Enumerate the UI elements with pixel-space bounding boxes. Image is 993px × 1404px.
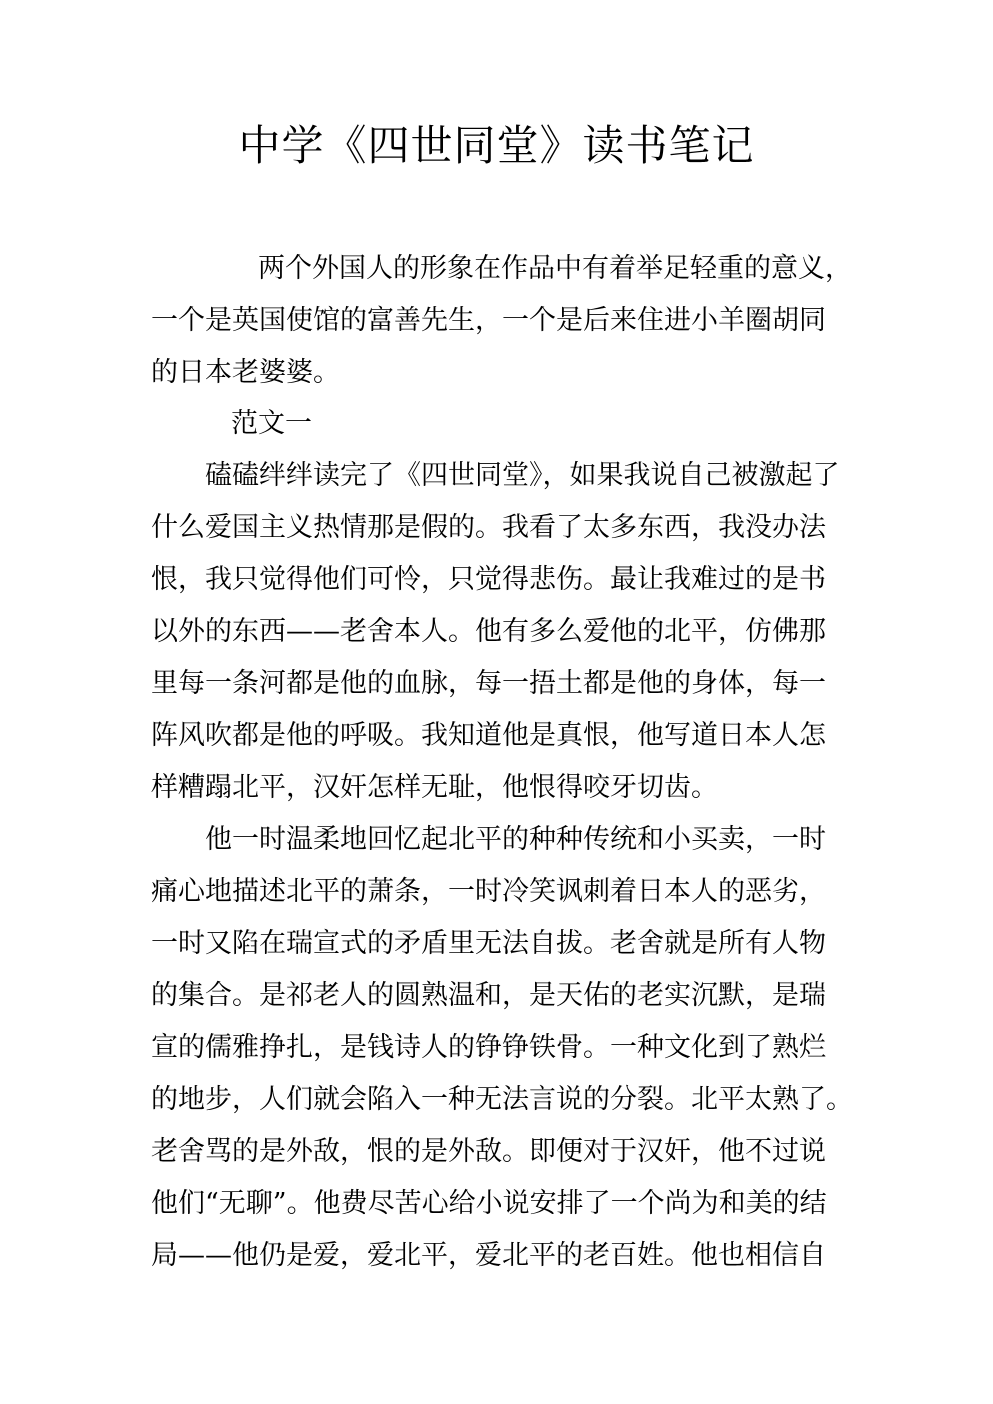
paragraph-line: 阵风吹都是他的呼吸。我知道他是真恨，他写道日本人怎 <box>151 720 826 751</box>
paragraph-line: 以外的东西——老舍本人。他有多么爱他的北平，仿佛那 <box>151 616 826 647</box>
paragraph-line: 的日本老婆婆。 <box>151 357 340 388</box>
paragraph-line: 样糟蹋北平，汉奸怎样无耻，他恨得咬牙切齿。 <box>151 772 718 803</box>
paragraph-line: 一时又陷在瑞宣式的矛盾里无法自拔。老舍就是所有人物 <box>151 928 826 959</box>
paragraph-line: 的地步，人们就会陷入一种无法言说的分裂。北平太熟了。 <box>151 1084 853 1115</box>
paragraph-line: 磕磕绊绊读完了《四世同堂》，如果我说自己被激起了 <box>205 460 840 491</box>
paragraph-line: 一个是英国使馆的富善先生，一个是后来住进小羊圈胡同 <box>151 305 826 336</box>
paragraph-line: 什么爱国主义热情那是假的。我看了太多东西，我没办法 <box>151 512 826 543</box>
paragraph-line: 局——他仍是爱，爱北平，爱北平的老百姓。他也相信自 <box>151 1240 826 1271</box>
paragraph-line: 宣的儒雅挣扎，是钱诗人的铮铮铁骨。一种文化到了熟烂 <box>151 1032 826 1063</box>
paragraph-line: 的集合。是祁老人的圆熟温和，是天佑的老实沉默，是瑞 <box>151 980 826 1011</box>
paragraph-line: 恨，我只觉得他们可怜，只觉得悲伤。最让我难过的是书 <box>151 564 826 595</box>
section-heading: 范文一 <box>231 408 312 439</box>
paragraph-line: 两个外国人的形象在作品中有着举足轻重的意义， <box>258 253 852 284</box>
paragraph-line: 他一时温柔地回忆起北平的种种传统和小买卖，一时 <box>205 824 826 855</box>
paragraph-line: 老舍骂的是外敌，恨的是外敌。即便对于汉奸，他不过说 <box>151 1136 826 1167</box>
page-title: 中学《四世同堂》读书笔记 <box>238 121 755 170</box>
paragraph-line: 痛心地描述北平的萧条，一时冷笑讽刺着日本人的恶劣， <box>151 876 826 907</box>
paragraph-line: 他们“无聊”。他费尽苦心给小说安排了一个尚为和美的结 <box>151 1188 827 1219</box>
paragraph-line: 里每一条河都是他的血脉，每一捂土都是他的身体，每一 <box>151 668 826 699</box>
